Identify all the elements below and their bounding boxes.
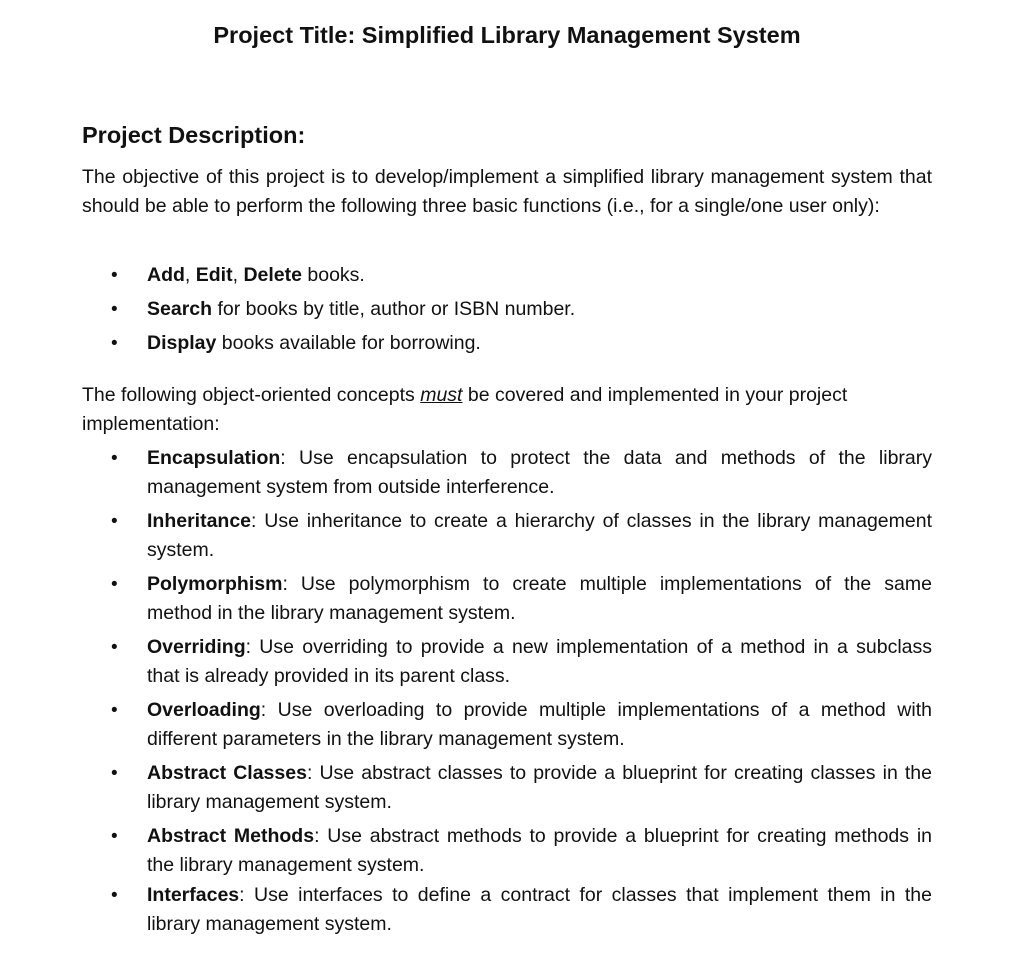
list-item <box>0 633 932 691</box>
concept-term: Encapsulation <box>147 447 281 469</box>
emphasis-must: must <box>420 384 463 406</box>
bullet-icon: • <box>111 885 118 906</box>
concepts-intro-text: be covered and implemented in your project implementation: <box>82 384 848 435</box>
bullet-icon: • <box>111 333 118 354</box>
function-keyword-delete: Delete <box>243 264 302 286</box>
function-separator: , <box>232 264 244 286</box>
function-description: books. <box>301 264 365 286</box>
list-item <box>0 261 932 290</box>
function-description: books available for borrowing. <box>216 332 481 354</box>
bullet-icon: • <box>111 637 118 658</box>
concept-description: : Use inheritance to create a hierarchy of classes in the library management system. <box>147 510 932 561</box>
function-keyword-display: Display <box>147 332 217 354</box>
concept-term: Inheritance <box>147 510 252 532</box>
concept-term: Overloading <box>147 699 261 721</box>
concept-description: : Use abstract classes to provide a blueprint for creating classes in the library management system. <box>147 762 932 813</box>
list-item <box>0 295 932 324</box>
concept-description: : Use polymorphism to create multiple implementations of the same method in the library management system. <box>147 573 932 624</box>
concepts-list <box>0 444 932 944</box>
list-item <box>0 570 932 628</box>
concept-term: Interfaces <box>147 884 240 906</box>
list-item <box>0 329 932 358</box>
concept-term: Overriding <box>147 636 246 658</box>
list-item <box>0 759 932 817</box>
bullet-icon: • <box>111 448 118 469</box>
concept-description: : Use abstract methods to provide a blueprint for creating methods in the library management system. <box>147 825 932 876</box>
list-item <box>0 881 932 939</box>
concepts-intro-text: The following object-oriented concepts <box>82 384 421 406</box>
concept-description: : Use encapsulation to protect the data and methods of the library management system from outside interference. <box>147 447 932 498</box>
functions-list <box>0 261 932 363</box>
function-keyword-add: Add <box>147 264 185 286</box>
intro-paragraph: The objective of this project is to develop/implement a simplified library management system that should be able to perform the following three basic functions (i.e., for a single/one user only): <box>82 166 932 217</box>
concept-term: Polymorphism <box>147 573 283 595</box>
document-title: Project Title: Simplified Library Management System <box>213 22 801 48</box>
section-heading-project-description: Project Description: <box>82 122 306 148</box>
bullet-icon: • <box>111 511 118 532</box>
bullet-icon: • <box>111 299 118 320</box>
function-description: for books by title, author or ISBN number. <box>212 298 576 320</box>
list-item <box>0 822 932 880</box>
bullet-icon: • <box>111 574 118 595</box>
list-item <box>0 696 932 754</box>
concepts-intro-paragraph <box>82 381 932 439</box>
concept-term: Abstract Methods <box>147 825 315 847</box>
concept-description: : Use overriding to provide a new implementation of a method in a subclass that is already provided in its parent class. <box>147 636 932 687</box>
list-item <box>0 507 932 565</box>
concept-description: : Use overloading to provide multiple implementations of a method with different parameters in the library management system. <box>147 699 932 750</box>
function-keyword-search: Search <box>147 298 213 320</box>
bullet-icon: • <box>111 763 118 784</box>
concept-term: Abstract Classes <box>147 762 307 784</box>
concept-description: : Use interfaces to define a contract for classes that implement them in the library management system. <box>147 884 932 935</box>
bullet-icon: • <box>111 826 118 847</box>
function-keyword-edit: Edit <box>195 264 233 286</box>
list-item <box>0 444 932 502</box>
function-separator: , <box>184 264 196 286</box>
bullet-icon: • <box>111 265 118 286</box>
bullet-icon: • <box>111 700 118 721</box>
